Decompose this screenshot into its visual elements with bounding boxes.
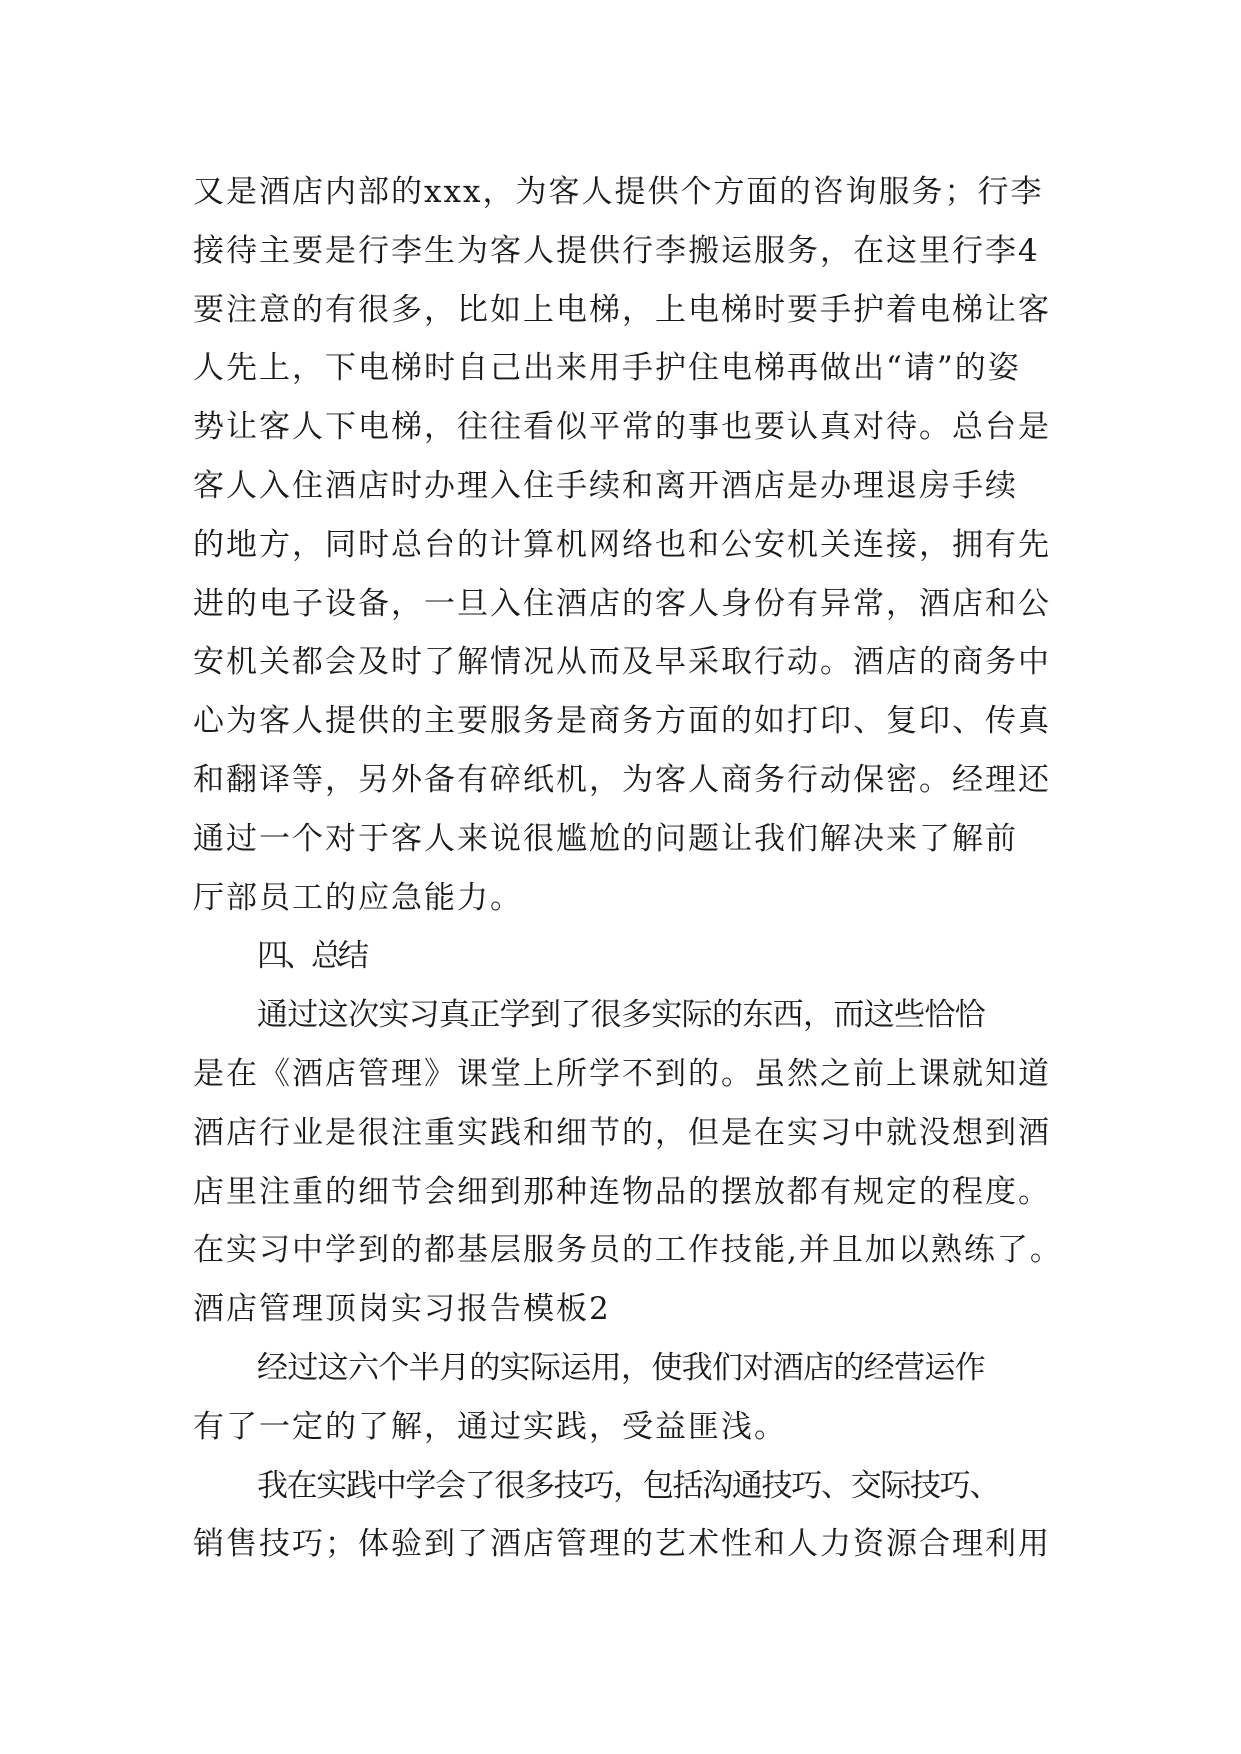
text-line: 销售技巧；体验到了酒店管理的艺术性和人力资源合理利用 xyxy=(193,1526,1051,1563)
text-line: 是在《酒店管理》课堂上所学不到的。虽然之前上课就知道 xyxy=(193,1055,1051,1092)
text-line: 人先上，下电梯时自己出来用手护住电梯再做出“请”的姿 xyxy=(193,350,1021,387)
text-line: 厅部员工的应急能力。 xyxy=(193,879,523,916)
text-line: 心为客人提供的主要服务是商务方面的如打印、复印、传真 xyxy=(193,703,1051,740)
text-line: 店里注重的细节会细到那种连物品的摆放都有规定的程度。 xyxy=(193,1173,1051,1210)
text-line: 在实习中学到的都基层服务员的工作技能,并且加以熟练了。 xyxy=(193,1232,1063,1269)
text-line: 又是酒店内部的xxx，为客人提供个方面的咨询服务；行李 xyxy=(193,174,1044,210)
text-line: 通过这次实习真正学到了很多实际的东西，而这些恰恰 xyxy=(257,997,985,1034)
text-line: 进的电子设备，一旦入住酒店的客人身份有异常，酒店和公 xyxy=(193,585,1051,622)
body-text xyxy=(193,163,1063,1574)
text-line: 接待主要是行李生为客人提供行李搬运服务，在这里行李4 xyxy=(193,232,1040,269)
text-line: 有了一定的了解，通过实践，受益匪浅。 xyxy=(193,1408,787,1445)
text-line: 安机关都会及时了解情况从而及早采取行动。酒店的商务中 xyxy=(193,644,1051,681)
text-line: 我在实践中学会了很多技巧，包括沟通技巧、交际技巧、 xyxy=(257,1467,999,1504)
text-line: 的地方，同时总台的计算机网络也和公安机关连接，拥有先 xyxy=(193,526,1051,563)
text-line: 通过一个对于客人来说很尴尬的问题让我们解决来了解前 xyxy=(193,820,1018,857)
text-line: 四、总结 xyxy=(257,938,365,975)
text-line: 酒店行业是很注重实践和细节的，但是在实习中就没想到酒 xyxy=(193,1114,1051,1151)
text-line: 客人入住酒店时办理入住手续和离开酒店是办理退房手续 xyxy=(193,467,1018,504)
text-line: 经过这六个半月的实际运用，使我们对酒店的经营运作 xyxy=(257,1349,985,1386)
text-line: 酒店管理顶岗实习报告模板2 xyxy=(193,1291,611,1328)
text-line: 和翻译等，另外备有碎纸机，为客人商务行动保密。经理还 xyxy=(193,761,1051,798)
text-line: 要注意的有很多，比如上电梯，上电梯时要手护着电梯让客 xyxy=(193,291,1051,328)
text-line: 势让客人下电梯，往往看似平常的事也要认真对待。总台是 xyxy=(193,409,1051,446)
